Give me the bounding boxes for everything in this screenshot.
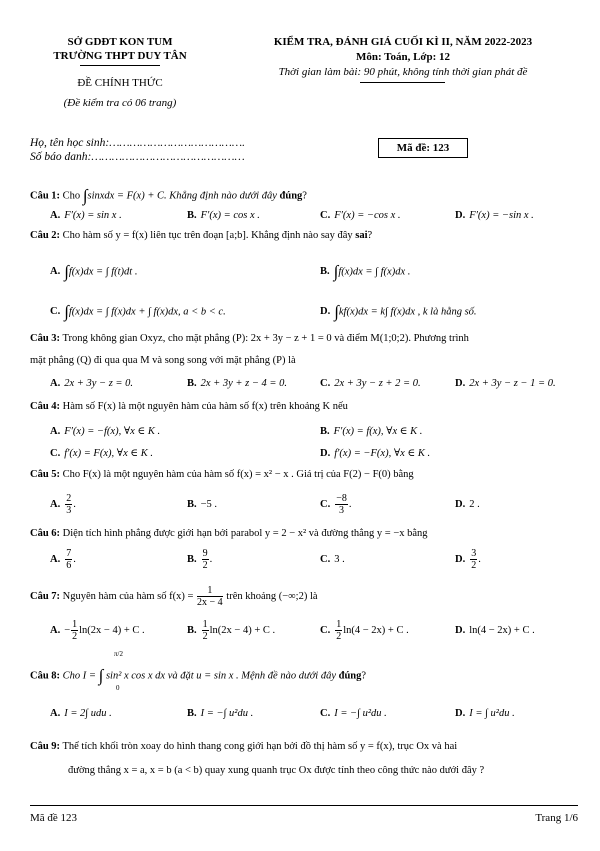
question-7: Câu 7: Nguyên hàm của hàm số f(x) = $\frac{1}{2x - 4}$ trên khoảng (−∞;2) là xyxy=(30,585,318,608)
q7-option-d[interactable]: D. ln(4 − 2x) + C . xyxy=(455,625,535,636)
q7-option-c[interactable]: C. $\frac{1}{2}$ ln(4 − 2x) + C . xyxy=(320,619,409,642)
q2-option-a[interactable]: A. ∫f(x)dx = ∫ f(t)dt . xyxy=(50,262,138,281)
q2-option-c[interactable]: C. ∫f(x)dx = ∫ f(x)dx + ∫ f(x)dx, a < b < c. xyxy=(50,302,226,321)
student-id-field[interactable]: Số báo danh:……………………………………… xyxy=(30,151,245,163)
q8-lower-limit: 0 xyxy=(116,684,120,692)
time-allowed: Thời gian làm bài: 90 phút, không tính thời gian phát đề xyxy=(278,66,528,78)
q1-option-c[interactable]: C. F′(x) = −cos x . xyxy=(320,210,401,221)
q5-option-d[interactable]: D. 2 . xyxy=(455,499,480,510)
question-9-line2: đường thẳng x = a, x = b (a < b) quay xung quanh trục Ox được tính theo công thức nào dưới đây ? xyxy=(68,765,485,776)
q2-option-b[interactable]: B. ∫f(x)dx = ∫ f(x)dx . xyxy=(320,262,411,281)
subject-grade: Môn: Toán, Lớp: 12 xyxy=(355,51,451,63)
q7-option-b[interactable]: B. $\frac{1}{2}$ ln(2x − 4) + C . xyxy=(187,619,276,642)
exam-code-box: Mã đề: 123 xyxy=(378,138,468,158)
official-label: ĐỀ CHÍNH THỨC xyxy=(77,77,163,89)
q3-option-a[interactable]: A. 2x + 3y − z = 0. xyxy=(50,378,134,389)
q8-option-c[interactable]: C. I = −∫ u²du . xyxy=(320,708,387,719)
q3-option-d[interactable]: D. 2x + 3y − z − 1 = 0. xyxy=(455,378,556,389)
q4-option-c[interactable]: C. f′(x) = F(x), ∀x ∈ K . xyxy=(50,448,154,459)
page-number: Trang 1/6 xyxy=(535,812,578,824)
q6-option-c[interactable]: C. 3 . xyxy=(320,554,345,565)
page-count-note: (Đề kiểm tra có 06 trang) xyxy=(63,97,177,109)
question-8: Câu 8: Cho I = ∫ sin² x cos x dx và đặt u = sin x . Mệnh đề nào dưới đây đúng? xyxy=(30,666,367,685)
question-4: Câu 4: Hàm số F(x) là một nguyên hàm của hàm số f(x) trên khoảng K nếu xyxy=(30,401,348,412)
question-6: Câu 6: Diện tích hình phẳng được giới hạn bởi parabol y = 2 − x² và đường thẳng y = −x bằng xyxy=(30,528,428,539)
q1-option-b[interactable]: B. F′(x) = cos x . xyxy=(187,210,260,221)
question-5: Câu 5: Cho F(x) là một nguyên hàm của hàm số f(x) = x² − x . Giá trị của F(2) − F(0) bằng xyxy=(30,469,414,480)
q4-option-d[interactable]: D. f′(x) = −F(x), ∀x ∈ K . xyxy=(320,448,431,459)
question-3: Câu 3: Trong không gian Oxyz, cho mặt phẳng (P): 2x + 3y − z + 1 = 0 và điểm M(1;0;2). Phương trình xyxy=(30,333,469,344)
q2-option-d[interactable]: D. ∫kf(x)dx = k∫ f(x)dx , k là hằng số. xyxy=(320,302,477,321)
school-dept: SỞ GDĐT KON TUM xyxy=(67,36,173,48)
q8-option-a[interactable]: A. I = 2∫ udu . xyxy=(50,708,112,719)
q5-option-c[interactable]: C. $\frac{-8}{3}$ . xyxy=(320,493,352,516)
q8-option-b[interactable]: B. I = −∫ u²du . xyxy=(187,708,254,719)
q3-option-b[interactable]: B. 2x + 3y + z − 4 = 0. xyxy=(187,378,288,389)
header-divider-left xyxy=(80,65,160,66)
q8-upper-limit: π/2 xyxy=(114,650,123,658)
q1-option-a[interactable]: A. F′(x) = sin x . xyxy=(50,210,122,221)
q6-option-d[interactable]: D. $\frac{3}{2}$ . xyxy=(455,548,481,571)
q5-option-b[interactable]: B. −5 . xyxy=(187,499,218,510)
q6-option-b[interactable]: B. $\frac{9}{2}$ . xyxy=(187,548,213,571)
school-name: TRƯỜNG THPT DUY TÂN xyxy=(53,50,187,62)
header-divider-right xyxy=(360,82,445,83)
student-name-field[interactable]: Họ, tên học sinh:…………………………………. xyxy=(30,137,246,149)
q3-option-c[interactable]: C. 2x + 3y − z + 2 = 0. xyxy=(320,378,421,389)
exam-title: KIỂM TRA, ĐÁNH GIÁ CUỐI KÌ II, NĂM 2022-2023 xyxy=(273,36,533,48)
question-3-line2: mặt phẳng (Q) đi qua qua M và song song với mặt phẳng (P) là xyxy=(30,355,296,366)
q4-option-a[interactable]: A. F′(x) = −f(x), ∀x ∈ K . xyxy=(50,426,161,437)
q1-option-d[interactable]: D. F′(x) = −sin x . xyxy=(455,210,534,221)
question-9: Câu 9: Thể tích khối tròn xoay do hình thang cong giới hạn bởi đồ thị hàm số y = f(x), trục Ox và hai xyxy=(30,741,458,752)
q7-option-a[interactable]: A. − $\frac{1}{2}$ ln(2x − 4) + C . xyxy=(50,619,145,642)
q4-option-b[interactable]: B. F′(x) = f(x), ∀x ∈ K . xyxy=(320,426,423,437)
question-2: Câu 2: Cho hàm số y = f(x) liên tục trên đoạn [a;b]. Khẳng định nào say đây sai? xyxy=(30,230,373,241)
q8-option-d[interactable]: D. I = ∫ u²du . xyxy=(455,708,515,719)
footer-divider xyxy=(30,805,578,806)
q6-option-a[interactable]: A. $\frac{7}{6}$ . xyxy=(50,548,76,571)
question-1: Câu 1: Cho ∫sinxdx = F(x) + C. Khẳng định nào dưới đây đúng? xyxy=(30,186,307,205)
q5-option-a[interactable]: A. $\frac{2}{3}$ . xyxy=(50,493,76,516)
footer-exam-code: Mã đề 123 xyxy=(30,812,78,824)
